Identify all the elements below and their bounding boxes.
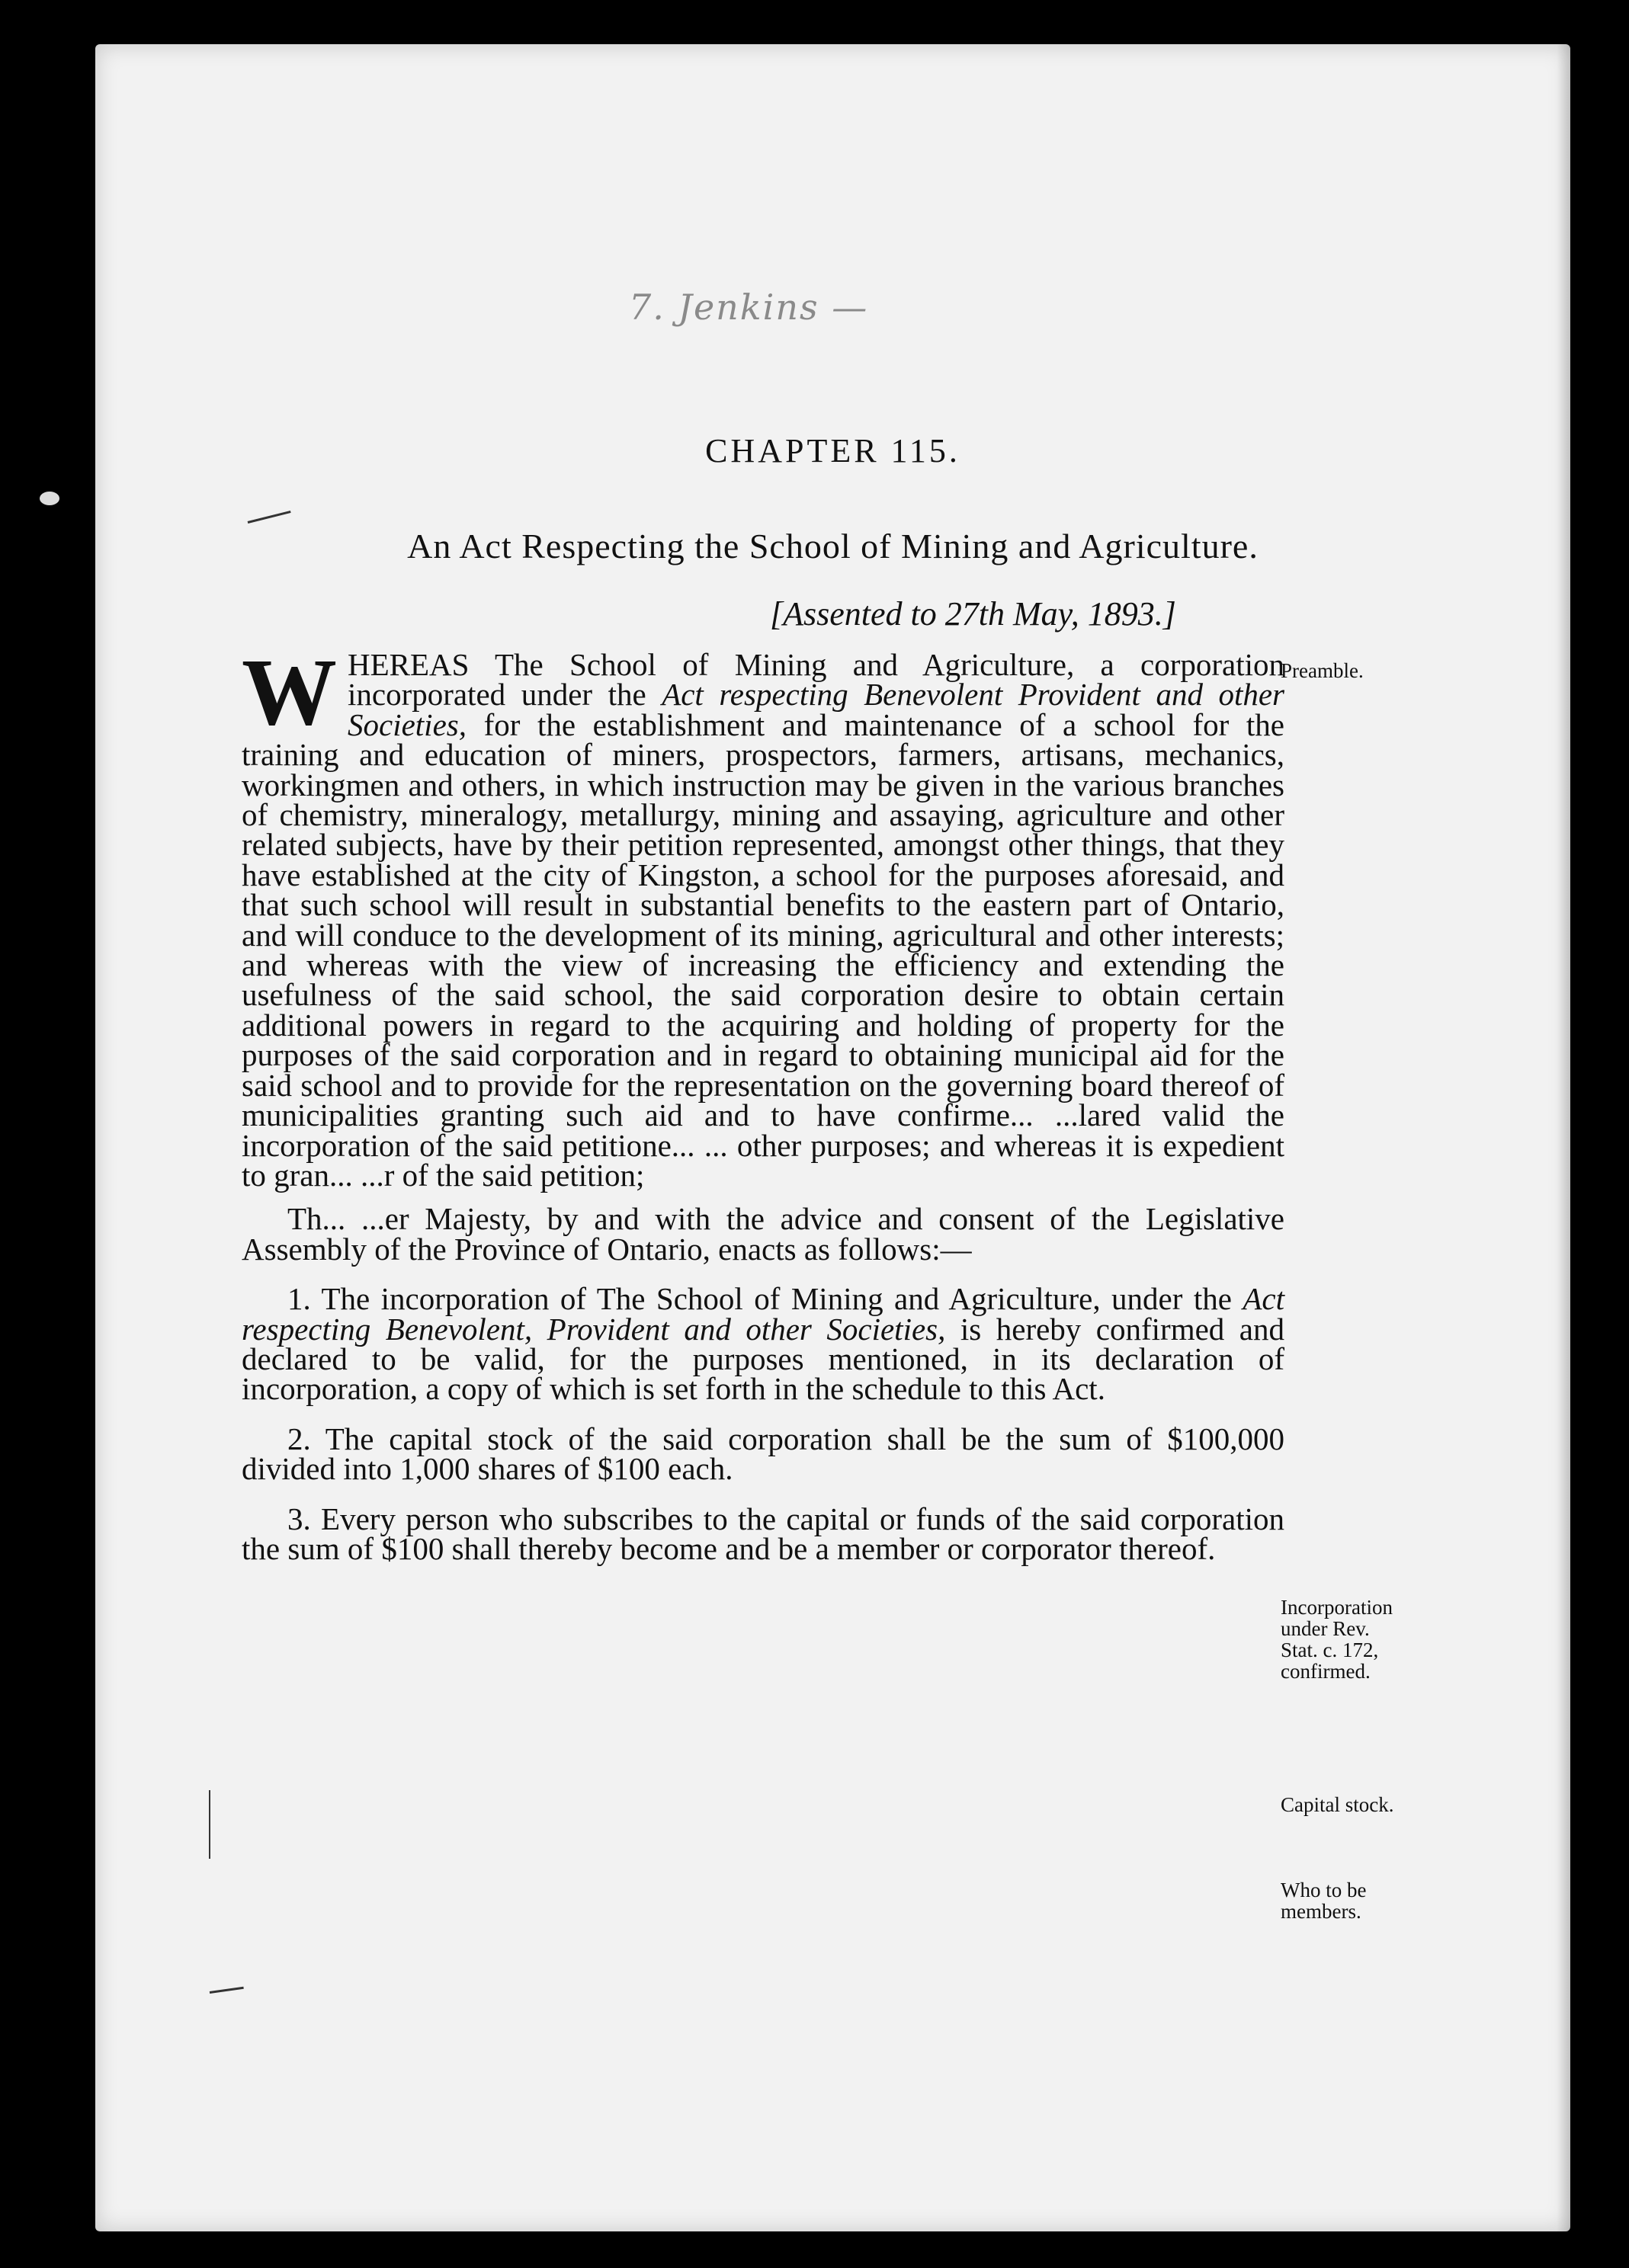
document-page (95, 44, 1570, 2231)
chapter-heading: CHAPTER 115. (705, 432, 960, 469)
section-1 (242, 1281, 1285, 1407)
preamble-paragraph (242, 640, 1285, 1193)
margin-note-preamble: Preamble. (1281, 659, 1364, 682)
handwritten-annotation: 7. Jenkins — (629, 287, 869, 328)
section-3-text: 3. Every person who subscribes to the capital or funds of the said corporation the sum of $100 shall thereby become and be a member or corporator thereof. (242, 1501, 1284, 1566)
section-1-text-rest: is hereby confirmed and declared to be valid, for the purposes mentioned, in its declaration of incorporation, a copy of which is set forth in the schedule to this Act. (242, 1311, 1285, 1407)
preamble-act-name: Act respecting Benevolent Provident and other Societies, (348, 677, 1285, 742)
assent-line (770, 594, 1176, 633)
margin-note-incorporation-line-3: Stat. c. 172, (1281, 1639, 1379, 1661)
margin-note-members (1281, 1879, 1525, 1922)
drop-cap: W (242, 640, 337, 745)
margin-note-incorporation-line-1: Incorporation (1281, 1596, 1393, 1619)
margin-note-incorporation-line-2: under Rev. (1281, 1617, 1370, 1640)
section-3 (242, 1501, 1284, 1566)
pencil-mark-side (209, 1790, 210, 1859)
page-edge-shadow (1557, 44, 1570, 2231)
margin-note-capital: Capital stock. (1281, 1793, 1394, 1816)
act-title: An Act Respecting the School of Mining and Agriculture. (407, 527, 1259, 565)
section-2 (242, 1421, 1284, 1487)
assent-text: [Assented to 27th May, 1893.] (770, 595, 1176, 633)
preamble-text-start: HEREAS The School of Mining and Agriculture, a corporation incorporated under the (348, 647, 1284, 713)
pencil-mark-bottom (210, 1987, 244, 1994)
scanner-edge-mark (40, 492, 59, 505)
margin-note-members-line-1: Who to be (1281, 1879, 1367, 1901)
section-2-text: 2. The capital stock of the said corporation shall be the sum of $100,000 divided into 1,000 shares of $100 each. (242, 1421, 1284, 1487)
section-1-text-start: 1. The incorporation of The School of Mining and Agriculture, under the (287, 1281, 1243, 1317)
section-1-act-name: Act respecting Benevolent, Provident and other Societies, (242, 1281, 1284, 1347)
margin-note-members-line-2: members. (1281, 1900, 1361, 1923)
preamble-text-rest: for the establishment and maintenance of a school for the training and education of miners, prospectors, farmers, artisans, mechanics, workingmen and others, in which instruction may be given in the various branches of chemistry, mineralogy, metallurgy, mining and assaying, agriculture and other related subjects, have by their petition represented, amongst other things, that they have established at the city of Kingston, a school for the purposes aforesaid, and that such school will result in substantial benefits to the eastern part of Ontario, and will conduce to the development of its mining, agricultural and other interests; and whereas with the view of increasing the efficiency and extending the usefulness of the said school, the said corporation desire to obtain certain additional powers in regard to the acquiring and holding of property for the purposes of the said corporation and in regard to obtaining municipal aid for the said school and to provide for the representation on the governing board thereof of municipalities granting such aid and to have confirme... ...lared valid the incorporation of the said petitione... ... other purposes; and whereas it is expedient to gran... ...r of the said petition; (242, 706, 1284, 1193)
pencil-mark (248, 511, 291, 524)
margin-note-incorporation-line-4: confirmed. (1281, 1660, 1371, 1683)
margin-note-incorporation (1281, 1597, 1525, 1682)
enacting-clause: Th... ...er Majesty, by and with the advice and consent of the Legislative Assembly of the Province of Ontario, enacts as follows:— (242, 1201, 1284, 1267)
act-body (242, 640, 1285, 1566)
